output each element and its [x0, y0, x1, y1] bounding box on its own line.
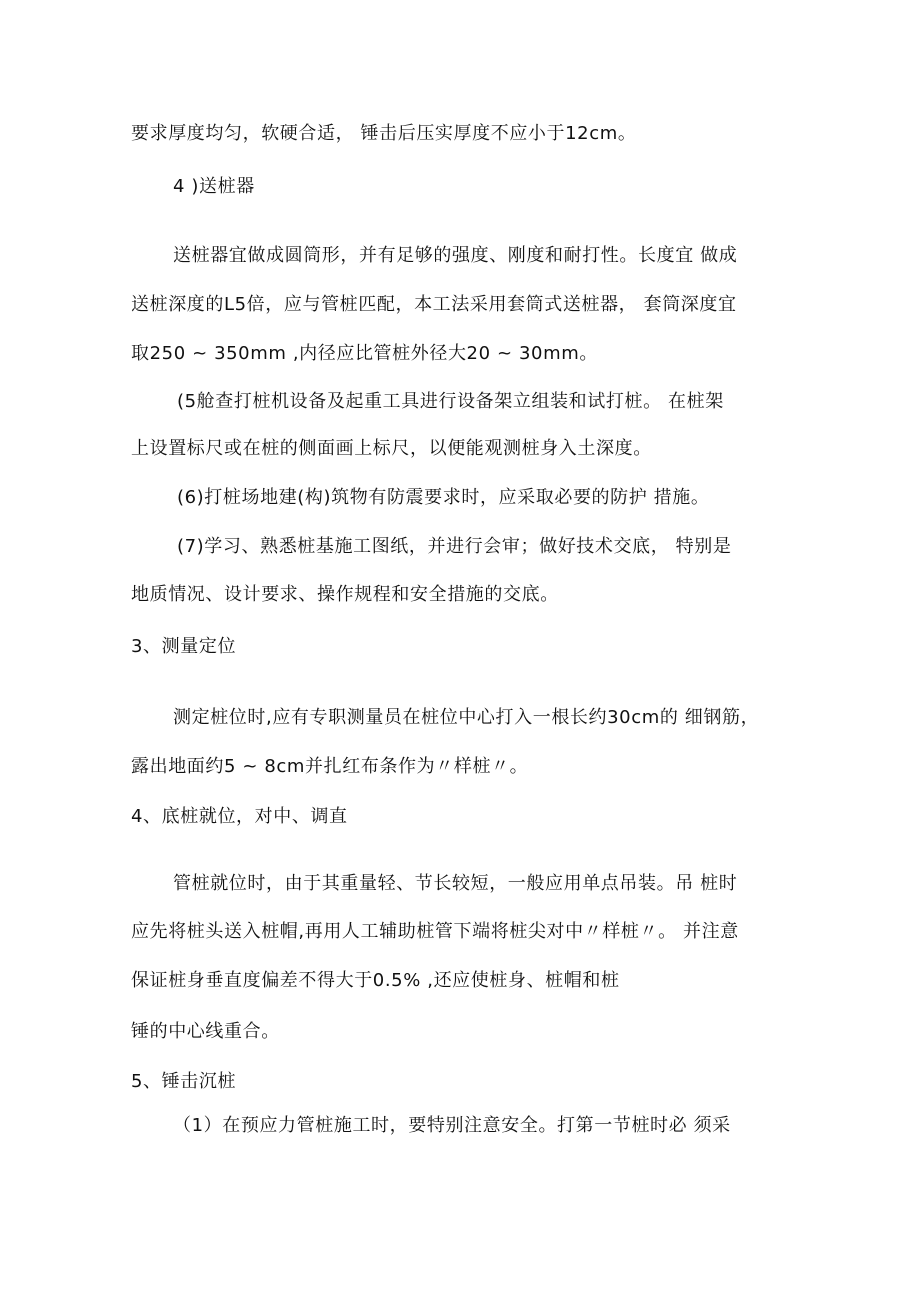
- text-line: （1）在预应力管桩施工时，要特别注意安全。打第一节桩时必 须采: [173, 1115, 731, 1136]
- text-line: 送桩器宜做成圆筒形，并有足够的强度、刚度和耐打性。长度宜 做成: [173, 245, 738, 266]
- section-heading: 4 )送桩器: [173, 176, 255, 197]
- text-line: 测定桩位时,应有专职测量员在桩位中心打入一根长约30cm的 细钢筋，: [173, 707, 760, 728]
- text-line: (7)学习、熟悉桩基施工图纸，并进行会审；做好技术交底， 特别是: [177, 536, 732, 557]
- text-line: 取250 ~ 350mm ,内径应比管桩外径大20 ~ 30mm。: [131, 343, 598, 364]
- text-line: 露出地面约5 ~ 8cm并扎红布条作为〃样桩〃。: [131, 756, 529, 777]
- text-line: 上设置标尺或在桩的侧面画上标尺，以便能观测桩身入土深度。: [131, 438, 652, 459]
- text-line: 地质情况、设计要求、操作规程和安全措施的交底。: [131, 584, 559, 605]
- section-heading: 4、底桩就位，对中、调直: [131, 806, 348, 827]
- text-line: 应先将桩头送入桩帽,再用人工辅助桩管下端将桩尖对中〃样桩〃。 并注意: [131, 921, 739, 942]
- text-line: (5舱查打桩机设备及起重工具进行设备架立组装和试打桩。 在桩架: [177, 391, 724, 412]
- section-heading: 5、锤击沉桩: [131, 1071, 237, 1092]
- section-heading: 3、测量定位: [131, 636, 237, 657]
- text-line: 锤的中心线重合。: [131, 1021, 280, 1042]
- text-line: (6)打桩场地建(构)筑物有防震要求时，应采取必要的防护 措施。: [177, 487, 710, 508]
- text-line: 要求厚度均匀，软硬合适， 锤击后压实厚度不应小于12cm。: [131, 123, 637, 144]
- text-line: 管桩就位时，由于其重量轻、节长较短，一般应用单点吊装。吊 桩时: [173, 873, 738, 894]
- text-line: 送桩深度的L5倍，应与管桩匹配，本工法采用套筒式送桩器， 套筒深度宜: [131, 294, 737, 315]
- text-line: 保证桩身垂直度偏差不得大于0.5% ,还应使桩身、桩帽和桩: [131, 970, 620, 991]
